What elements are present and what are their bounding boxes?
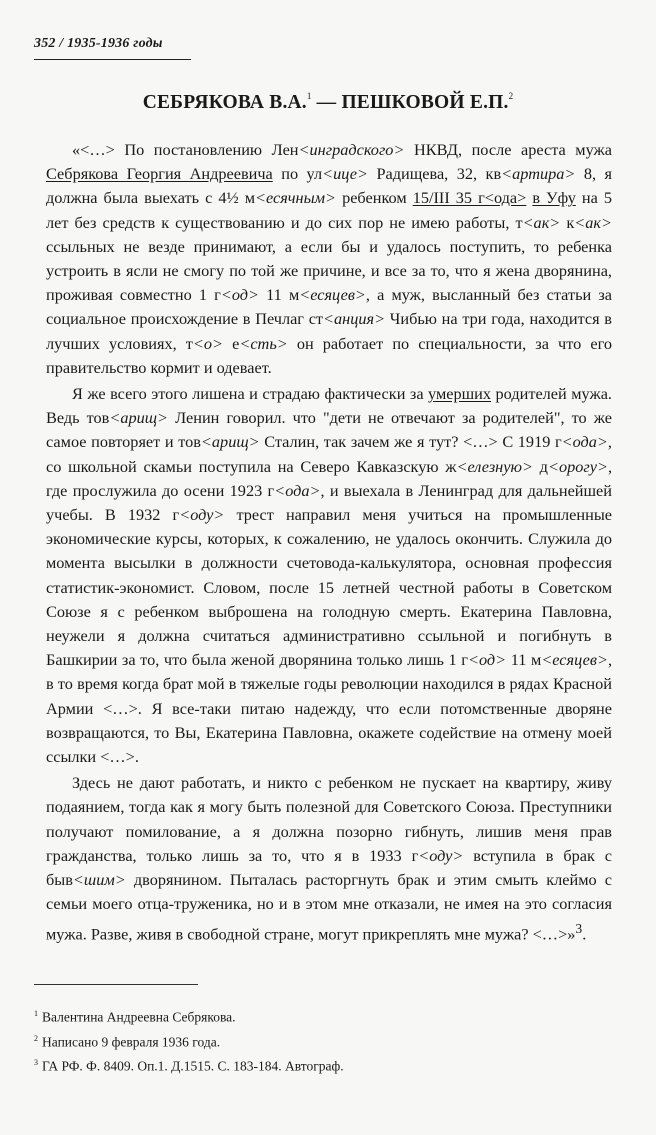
paragraph-2: Я же всего этого лишена и страдаю фактически за умерших родителей мужа. Ведь тов<арищ> Ленин говорил. что "дети не отвечают за родителей", то же самое повторяет и тов<арищ> Сталин, так зачем же я тут? <…> С 1919 г<ода>, со школьной скамьи поступила на Северо Кавказскую ж<елезную> д<орогу>, где прослужила до осени 1923 г<ода>, и выехала в Ленинград для дальнейшей учебы. В 1932 г<оду> трест направил меня учиться на промышленные экономические курсы, которых, к сожалению, не удалось окончить. Служила до момента высылки в должности счетовода-калькулятора, основная профессия статистик-экономист. Словом, после 15 летней честной работы в Советском Союзе я с ребенком выброшена на голодную смерть. Екатерина Павловна, неужели я должна считаться административно ссыльной и погибнуть в Башкирии за то, что была женой дворянина только лишь 1 г<од> 11 м<есяцев>, в то время когда брат мой в тяжелые годы революции находился в рядах Красной Армии <…>. Я все-таки питаю надежду, что если потомственные дворяне возвращаются, то Вы, Екатерина Павловна, окажете содействие на отмену моей ссылки <…>. <box>46 384 613 767</box>
paragraph-1: «<…> По постановлению Лен<инградского> НКВД, после ареста мужа Себрякова Георгия Андреевича по ул<ице> Радищева, 32, кв<артира> 8, я должна была выехать с 4½ м<есячным> ребенком 15/III 35 г<ода> в Уфу на 5 лет без средств к существованию и до сих пор не имею работы, т<ак> к<ак> ссыльных не везде принимают, а если бы и удалось поступить, то ребенка устроить в ясли не смогу по той же причине, и все за то, что я жена дворянина, проживая совместно 1 г<од> 11 м<есяцев>, а муж, высланный без статьи за социальное происхождение в Печлаг ст<анция> Чибью на три года, находится в лучших условиях, т<о> е<сть> он работает по специальности, за что его правительство кормит и одевает. <box>46 140 612 377</box>
footnote-ref-3[interactable]: 3 <box>575 920 583 936</box>
underlined-date: 15/III 35 г<ода> <box>412 188 527 208</box>
underlined-word: умерших <box>428 384 492 404</box>
footnote-3: $^3$ ГА РФ. Ф. 8409. Оп.1. Д.1515. С. 183-184. Автограф. <box>34 1058 344 1074</box>
underlined-name: Себрякова Георгия Андреевича <box>46 164 273 184</box>
footnote-ref-2[interactable]: 2 <box>508 90 514 101</box>
title-sender: СЕБРЯКОВА В.А. <box>142 92 307 113</box>
footnote-2: $^2$ Написано 9 февраля 1936 года. <box>34 1033 221 1049</box>
paragraph-3: Здесь не дают работать, и никто с ребенком не пускает на квартиру, живу подаянием, тогда как я могу быть полезной для Советского Союза. Преступники получают помилование, а я должна позорно гибнуть, лишив меня прав гражданства, только лишь за то, что я в 1933 г<оду> вступила в брак с быв<шим> дворянином. Пыталась расторгнуть брак и этим смыть клеймо с семьи моего отца-труженика, но и в этом мне отказали, не имея на это согласия мужа. Разве, живя в свободной стране, могут прикреплять мне мужа? <…>»$^3$. <box>46 773 612 943</box>
running-header: 352 / 1935-1936 годы <box>34 36 163 51</box>
footnote-1: $^1$ Валентина Андреевна Себрякова. <box>34 1009 236 1025</box>
footnote-ref-1[interactable]: 1 <box>306 90 312 101</box>
title-recipient: — ПЕШКОВОЙ Е.П. <box>311 92 509 113</box>
document-title <box>0 92 656 114</box>
footnotes <box>34 984 594 1077</box>
footnote-rule <box>34 984 198 985</box>
header-rule <box>34 59 191 60</box>
underlined-place: в Уфу <box>532 188 576 208</box>
letter-body <box>46 138 612 946</box>
